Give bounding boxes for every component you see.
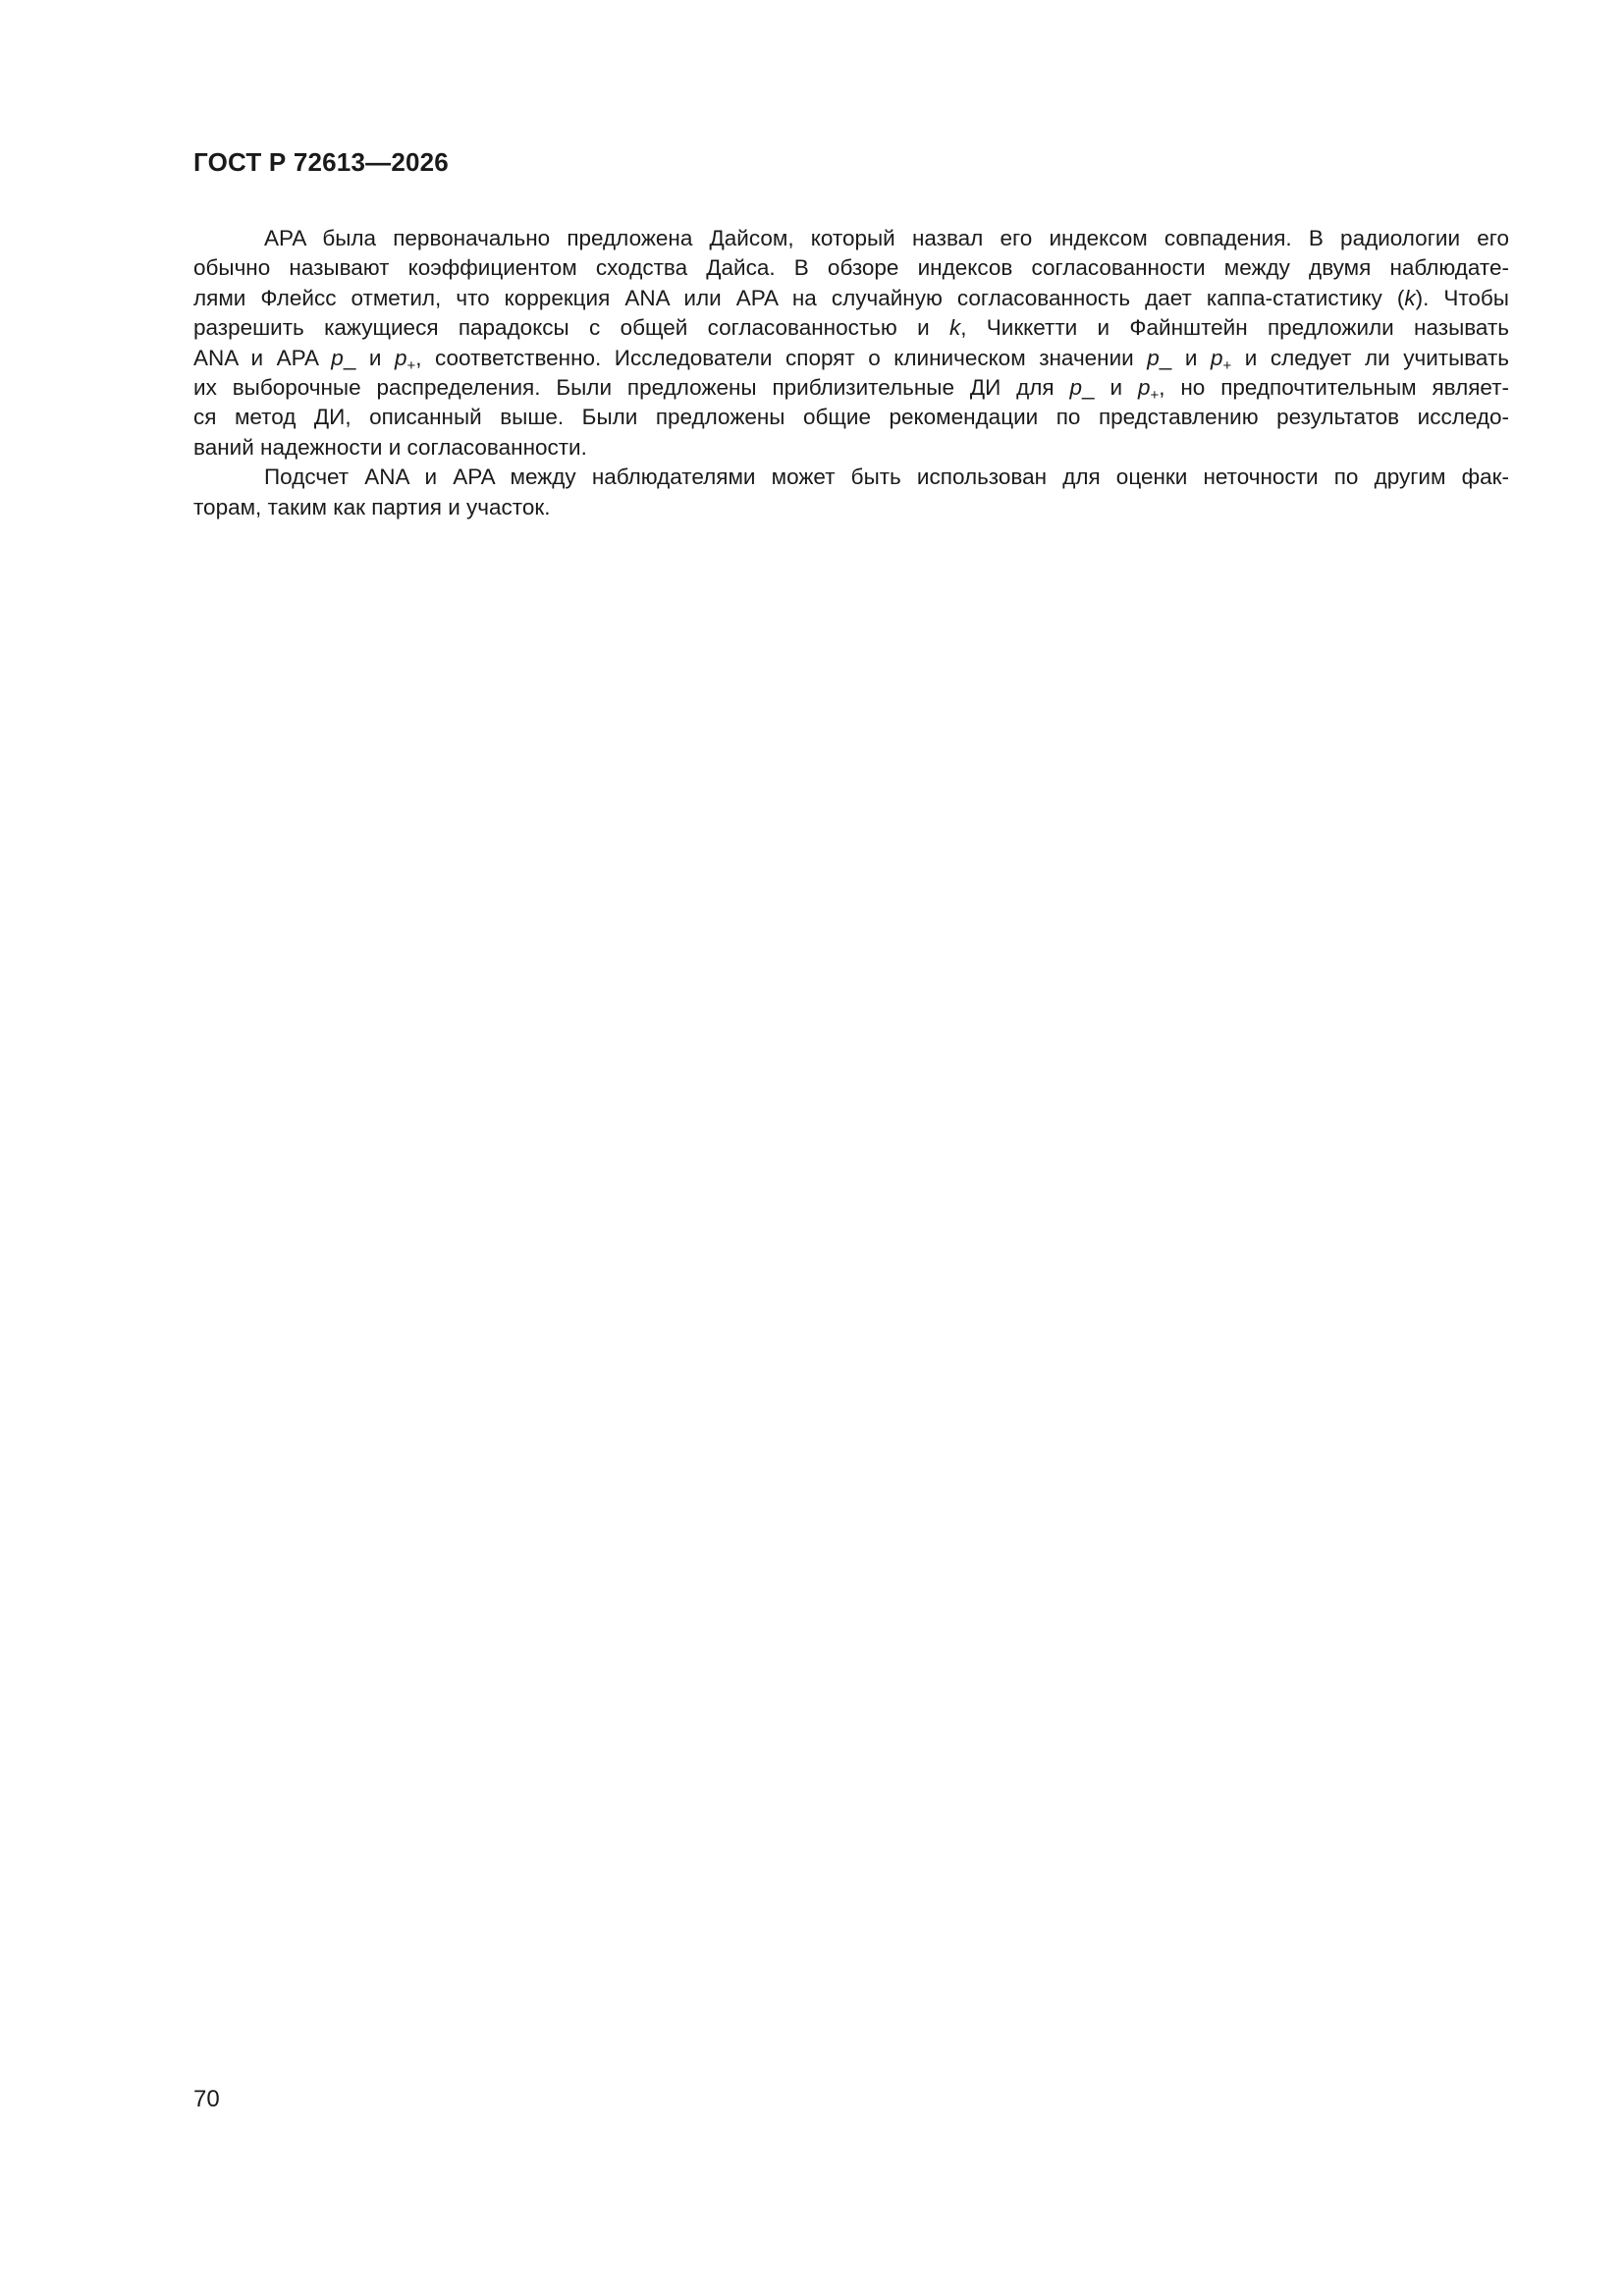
paragraph-1: [193, 224, 1509, 463]
paragraph-1-line-3: лями Флейсс отметил, что коррекция ANA или APA на случайную согласованность дает каппа-статистику (k). Чтобы: [193, 285, 1509, 310]
paragraph-1-line-7: ся метод ДИ, описанный выше. Были предложены общие рекомендации по представлению результатов исследо-: [193, 405, 1509, 430]
p-plus-symbol: p: [394, 345, 407, 370]
paragraph-1-line-8: ваний надежности и согласованности.: [193, 434, 587, 460]
paragraph-2-line-2: торам, таким как партия и участок.: [193, 494, 551, 519]
p-minus-symbol: p: [1069, 375, 1083, 401]
kappa-symbol: k: [948, 315, 961, 341]
paragraph-2: [193, 463, 1509, 522]
kappa-symbol: k: [1404, 285, 1416, 310]
document-header: ГОСТ Р 72613—2026: [193, 147, 449, 177]
p-minus-symbol: p: [1147, 345, 1160, 370]
paragraph-1-line-5: ANA и APA p_ и $p_+$, соответственно. Исследователи спорят о клиническом значении p_ и $p_+$ и следует ли учитывать: [193, 345, 1509, 374]
paragraph-1-line-2: обычно называют коэффициентом сходства Дайса. В обзоре индексов согласованности между двумя наблюдате-: [193, 255, 1509, 281]
p-plus-symbol: p: [1210, 345, 1223, 370]
paragraph-1-line-4: разрешить кажущиеся парадоксы с общей согласованностью и k, Чиккетти и Файнштейн предложили называть: [193, 315, 1509, 341]
paragraph-1-line-6: их выборочные распределения. Были предложены приблизительные ДИ для p_ и $p_+$, но предпочтительным являет-: [193, 375, 1509, 405]
page-number: 70: [193, 2086, 220, 2112]
p-plus-symbol: p: [1137, 375, 1151, 401]
paragraph-1-line-1: APA была первоначально предложена Дайсом, который назвал его индексом совпадения. В радиологии его: [264, 226, 1509, 250]
p-minus-symbol: p: [331, 345, 344, 370]
paragraph-2-line-1: Подсчет ANA и APA между наблюдателями может быть использован для оценки неточности по другим фак-: [264, 465, 1509, 490]
document-body: [193, 224, 1509, 522]
